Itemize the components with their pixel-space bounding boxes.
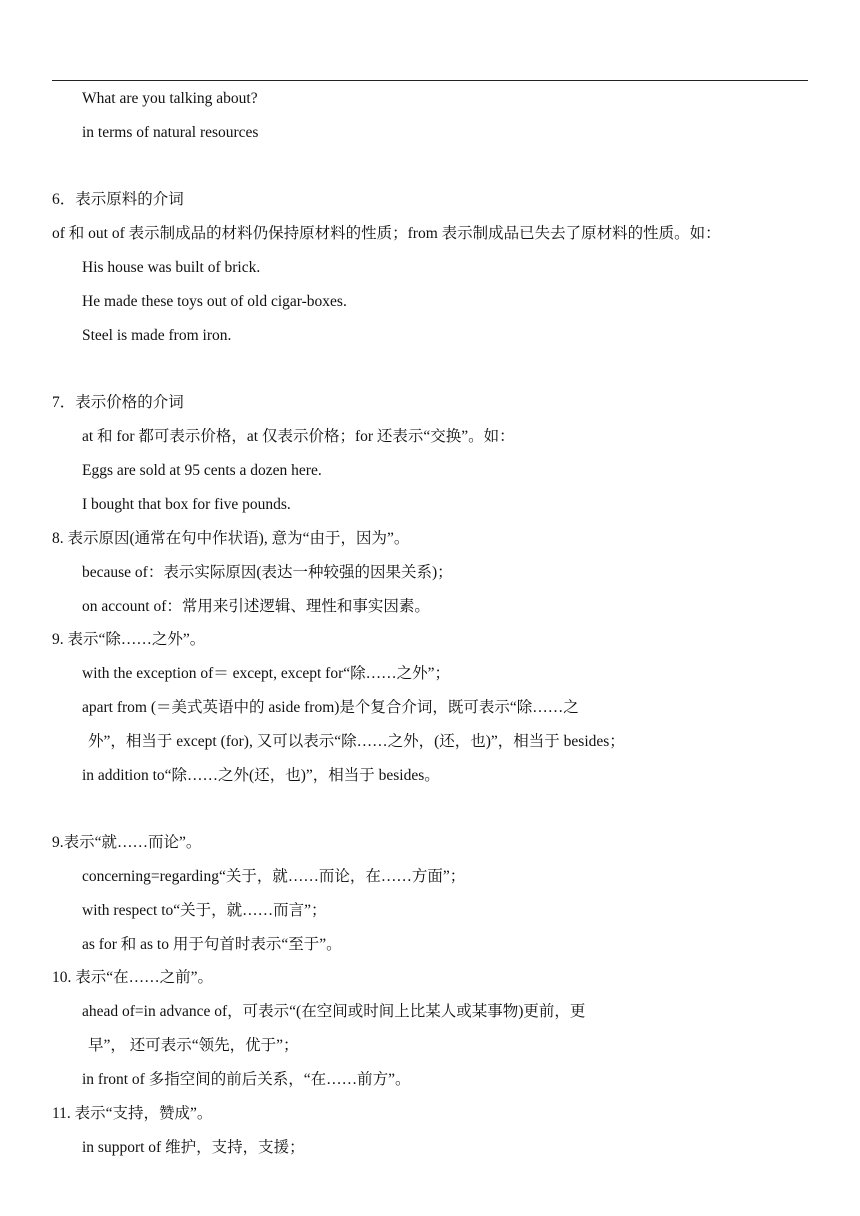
example-phrase: in terms of natural resources	[82, 124, 259, 141]
explanation-text: at 和 for 都可表示价格，at 仅表示价格；for 还表示“交换”。如：	[82, 428, 515, 445]
section-heading: 9. 表示“除……之外”。	[52, 631, 206, 648]
section-heading: 7．表示价格的介词	[52, 394, 184, 411]
explanation-text: with respect to“关于，就……而言”；	[82, 902, 327, 919]
example-sentence: He made these toys out of old cigar-boxes.	[82, 293, 347, 310]
explanation-text: on account of：常用来引述逻辑、理性和事实因素。	[82, 598, 430, 615]
example-sentence: Steel is made from iron.	[82, 327, 232, 344]
example-sentence: Eggs are sold at 95 cents a dozen here.	[82, 462, 322, 479]
explanation-text: of 和 out of 表示制成品的材料仍保持原材料的性质；from 表示制成品已失去了原材料的性质。如：	[52, 225, 721, 242]
example-sentence: His house was built of brick.	[82, 259, 261, 276]
explanation-text: 外”，相当于 except (for), 又可以表示“除……之外，(还，也)”，相当于 besides；	[88, 733, 625, 750]
example-sentence: I bought that box for five pounds.	[82, 496, 291, 513]
example-sentence: What are you talking about?	[82, 90, 258, 107]
explanation-text: 早”， 还可表示“领先，优于”；	[88, 1037, 299, 1054]
section-heading: 10. 表示“在……之前”。	[52, 969, 214, 986]
section-heading: 9.表示“就……而论”。	[52, 834, 202, 851]
explanation-text: in support of 维护，支持，支援；	[82, 1139, 305, 1156]
explanation-text: concerning=regarding“关于，就……而论，在……方面”；	[82, 868, 466, 885]
explanation-text: with the exception of＝ except, except for“除……之外”；	[82, 665, 451, 682]
section-heading: 8. 表示原因(通常在句中作状语), 意为“由于，因为”。	[52, 530, 410, 547]
section-heading: 11. 表示“支持，赞成”。	[52, 1105, 213, 1122]
explanation-text: in addition to“除……之外(还，也)”，相当于 besides。	[82, 767, 440, 784]
explanation-text: as for 和 as to 用于句首时表示“至于”。	[82, 936, 342, 953]
explanation-text: because of：表示实际原因(表达一种较强的因果关系)；	[82, 564, 453, 581]
section-heading: 6．表示原料的介词	[52, 191, 184, 208]
explanation-text: in front of 多指空间的前后关系，“在……前方”。	[82, 1071, 411, 1088]
explanation-text: apart from (＝美式英语中的 aside from)是个复合介词，既可表示“除……之	[82, 699, 579, 716]
explanation-text: ahead of=in advance of，可表示“(在空间或时间上比某人或某事物)更前，更	[82, 1003, 586, 1020]
header-rule	[52, 80, 808, 81]
